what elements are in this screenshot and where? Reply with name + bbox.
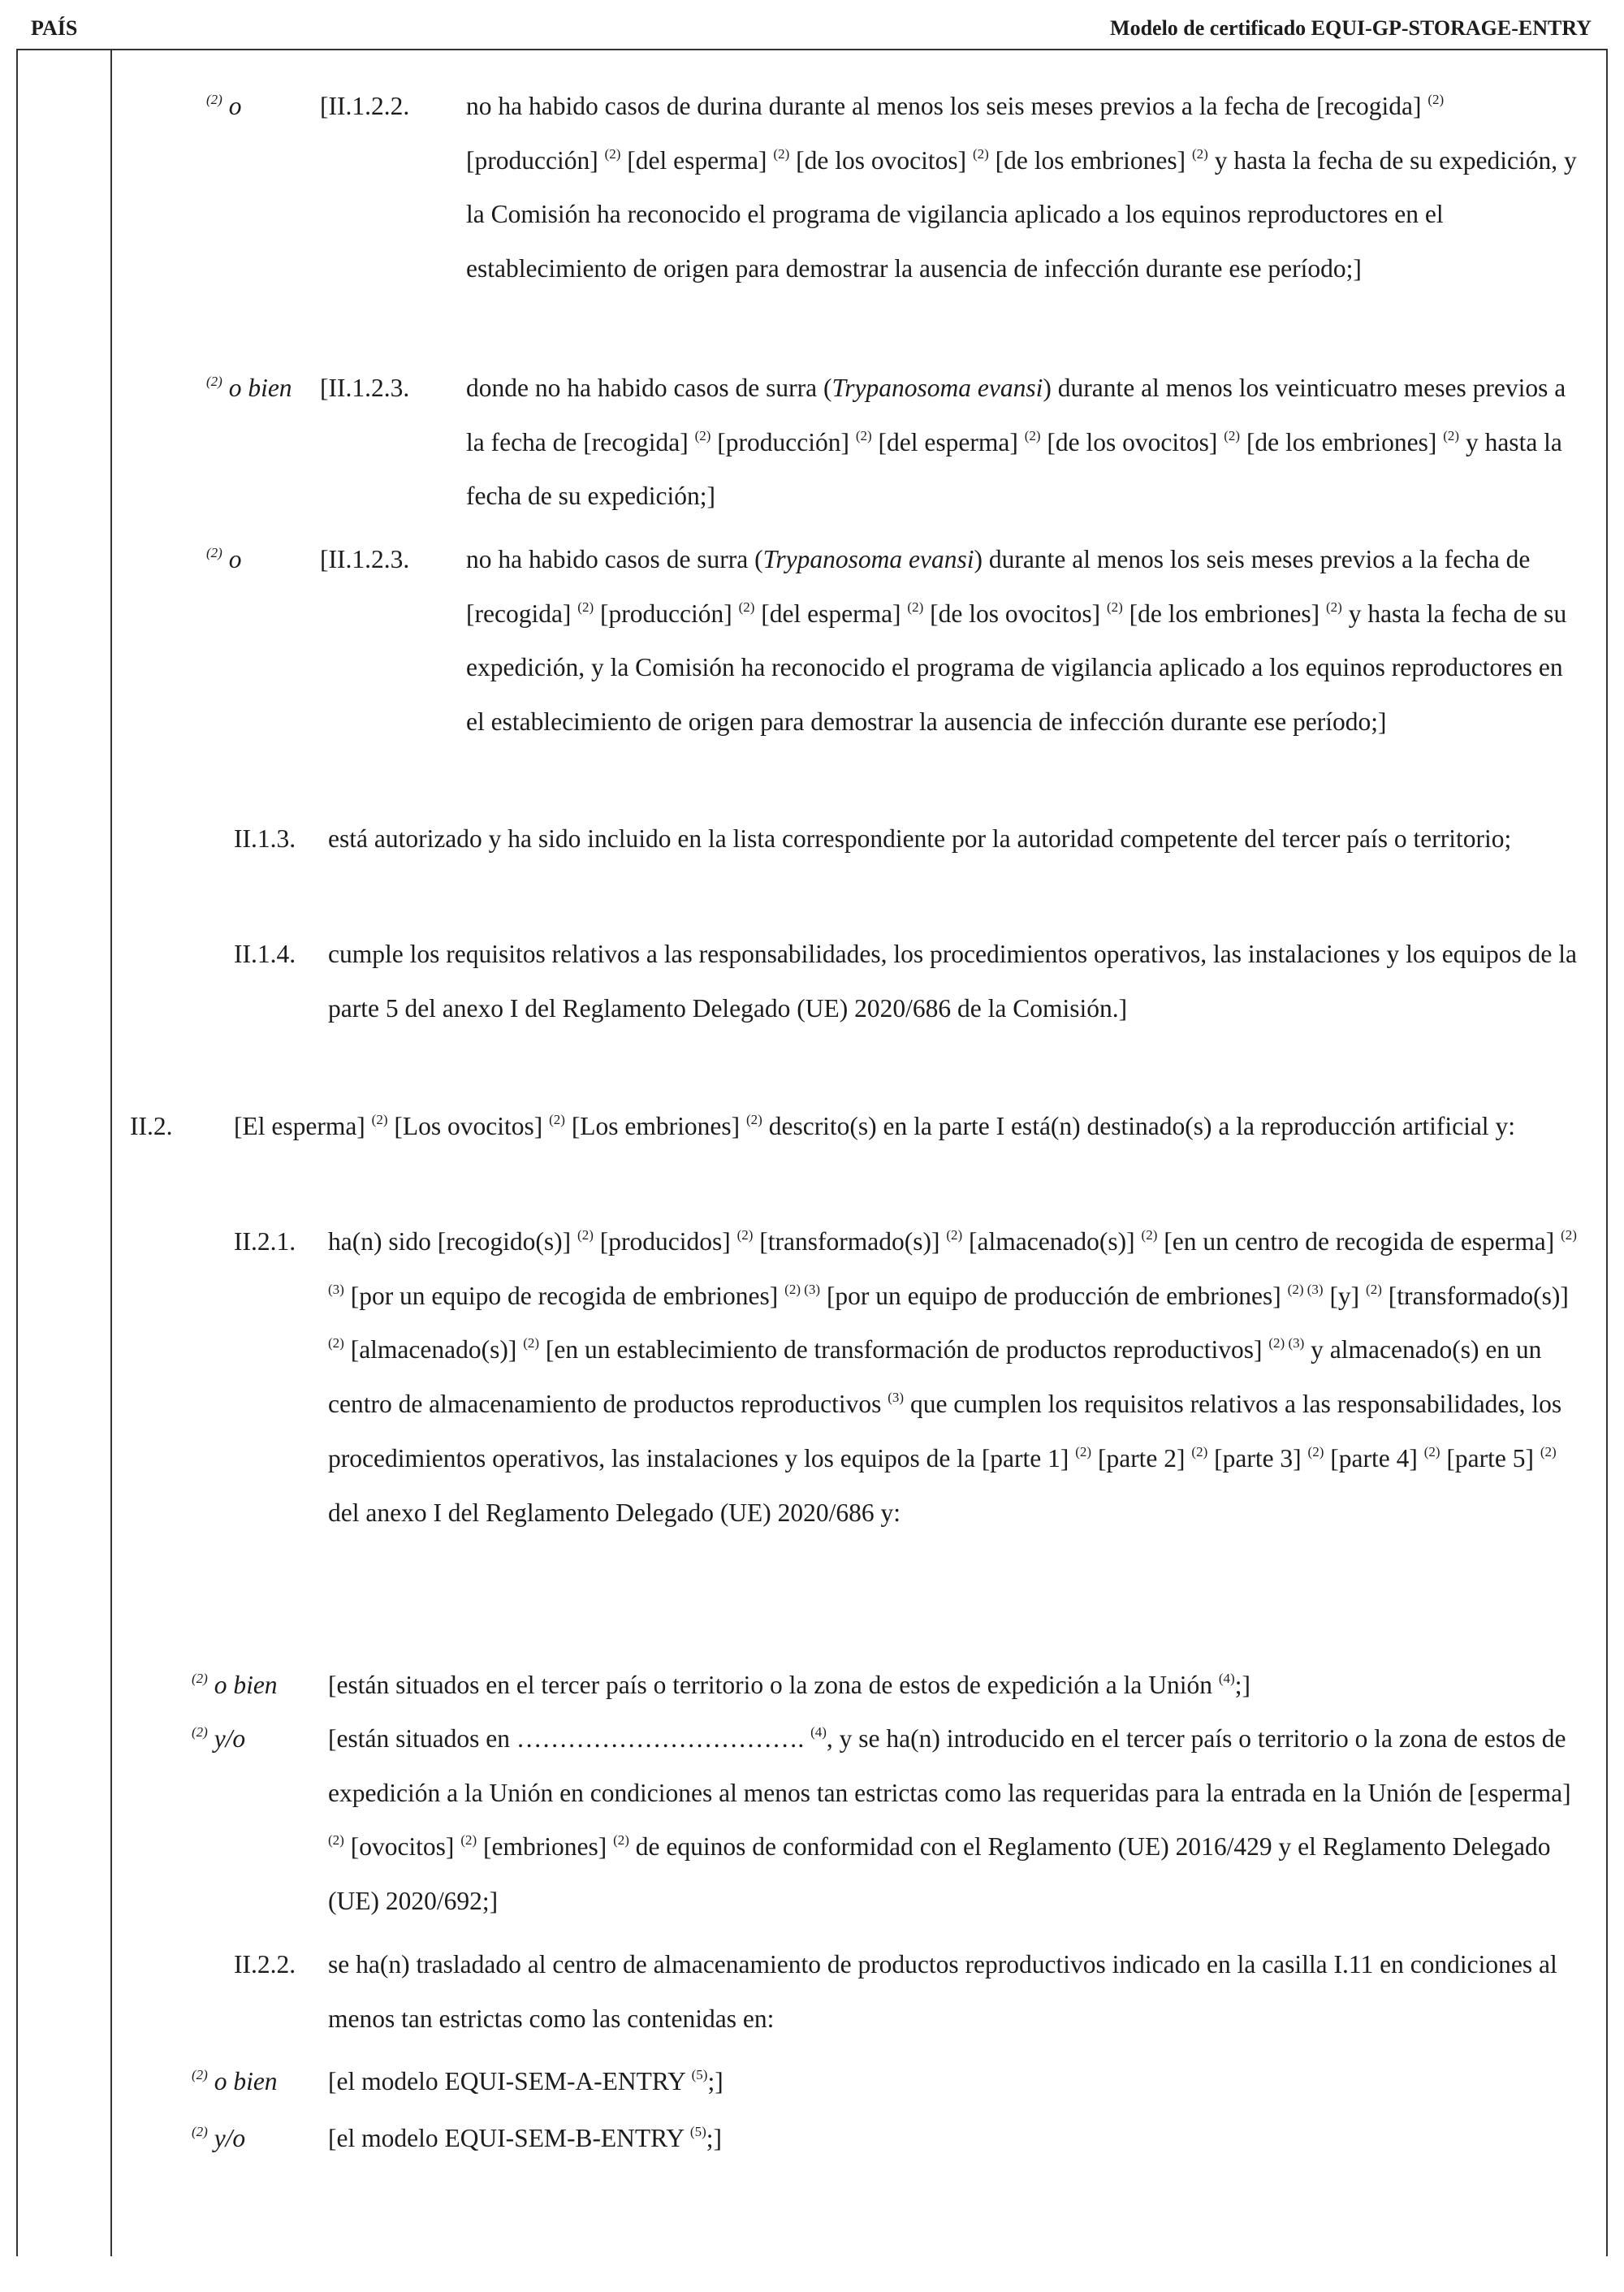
clause-marker: $^{(2)}$ o bien (192, 2067, 278, 2095)
left-border (16, 50, 18, 2256)
clause-text: no ha habido casos de durina durante al menos los seis meses previos a la fecha de [recogida] $^{(2)}$ [producción] $^{(2)}$ [del esperma] $^{(2)}$ [de los ovocitos] $^{(2)}$ [de los embriones] $^{(2)}$ y hasta la fecha de su expedición, y la Comisión ha reconocido el programa de vigilancia aplicado a los equinos reproductores en el establecimiento de origen para demostrar la ausencia de infección durante ese período;] (466, 92, 1577, 283)
clause-number: II.2.2. (234, 1950, 296, 1978)
clause-number: II.2.1. (234, 1227, 296, 1256)
column-divider (110, 50, 112, 2256)
clause-marker: $^{(2)}$ o bien (192, 1671, 278, 1699)
clause-number: [II.1.2.2. (320, 92, 410, 120)
right-border (1606, 50, 1608, 2256)
header-rule (16, 49, 1608, 50)
clause-text: no ha habido casos de surra (Trypanosoma evansi) durante al menos los seis meses previos a la fecha de [recogida] $^{(2)}$ [producción] $^{(2)}$ [del esperma] $^{(2)}$ [de los ovocitos] $^{(2)}$ [de los embriones] $^{(2)}$ y hasta la fecha de su expedición, y la Comisión ha reconocido el programa de vigilancia aplicado a los equinos reproductores en el establecimiento de origen para demostrar la ausencia de infección durante ese período;] (466, 545, 1567, 737)
clause-text: [el modelo EQUI-SEM-B-ENTRY $^{(5)}$;] (328, 2124, 722, 2152)
clause-number: II.1.3. (234, 824, 296, 853)
clause-marker: $^{(2)}$ o (206, 92, 242, 120)
clause-marker: $^{(2)}$ o (206, 545, 242, 573)
clause-text: cumple los requisitos relativos a las responsabilidades, los procedimientos operativos, las instalaciones y los equipos de la parte 5 del anexo I del Reglamento Delegado (UE) 2020/686 de la Comisión.] (328, 940, 1577, 1023)
clause-marker: $^{(2)}$ y/o (192, 2124, 246, 2152)
clause-number: [II.1.2.3. (320, 545, 410, 573)
clause-text: [el modelo EQUI-SEM-A-ENTRY $^{(5)}$;] (328, 2067, 723, 2095)
clause-number: II.1.4. (234, 940, 296, 968)
header-certificate-title: Modelo de certificado EQUI-GP-STORAGE-ENTRY (1110, 16, 1592, 40)
clause-marker: $^{(2)}$ y/o (192, 1724, 246, 1753)
clause-text: [están situados en el tercer país o territorio o la zona de estos de expedición a la Unión $^{(4)}$;] (328, 1671, 1250, 1699)
clause-text: ha(n) sido [recogido(s)] $^{(2)}$ [producidos] $^{(2)}$ [transformado(s)] $^{(2)}$ [almacenado(s)] $^{(2)}$ [en un centro de recogida de esperma] $^{(2) (3)}$ [por un equipo de recogida de embriones] $^{(2) (3)}$ [por un equipo de producción de embriones] $^{(2) (3)}$ [y] $^{(2)}$ [transformado(s)] $^{(2)}$ [almacenado(s)] $^{(2)}$ [en un establecimiento de transformación de productos reproductivos] $^{(2) (3)}$ y almacenado(s) en un centro de almacenamiento de productos reproductivos $^{(3)}$ que cumplen los requisitos relativos a las responsabilidades, los procedimientos operativos, las instalaciones y los equipos de la [parte 1] $^{(2)}$ [parte 2] $^{(2)}$ [parte 3] $^{(2)}$ [parte 4] $^{(2)}$ [parte 5] $^{(2)}$ del anexo I del Reglamento Delegado (UE) 2020/686 y: (328, 1227, 1577, 1527)
clause-text: [están situados en ……………………………. $^{(4)}$, y se ha(n) introducido en el tercer país o territorio o la zona de estos de expedición a la Unión en condiciones al menos tan estrictas como las requeridas para la entrada en la Unión de [esperma] $^{(2)}$ [ovocitos] $^{(2)}$ [embriones] $^{(2)}$ de equinos de conformidad con el Reglamento (UE) 2016/429 y el Reglamento Delegado (UE) 2020/692;] (328, 1724, 1571, 1916)
header-country: PAÍS (31, 16, 78, 40)
clause-text: se ha(n) trasladado al centro de almacenamiento de productos reproductivos indicado en la casilla I.11 en condiciones al menos tan estrictas como las contenidas en: (328, 1950, 1557, 2033)
clause-marker: $^{(2)}$ o bien (206, 374, 292, 402)
clause-text: [El esperma] $^{(2)}$ [Los ovocitos] $^{(2)}$ [Los embriones] $^{(2)}$ descrito(s) en la parte I está(n) destinado(s) a la reproducción artificial y: (234, 1112, 1515, 1140)
clause-text: donde no ha habido casos de surra (Trypanosoma evansi) durante al menos los veinticuatro meses previos a la fecha de [recogida] $^{(2)}$ [producción] $^{(2)}$ [del esperma] $^{(2)}$ [de los ovocitos] $^{(2)}$ [de los embriones] $^{(2)}$ y hasta la fecha de su expedición;] (466, 374, 1566, 511)
clause-text: está autorizado y ha sido incluido en la lista correspondiente por la autoridad competente del tercer país o territorio; (328, 824, 1512, 853)
clause-number: [II.1.2.3. (320, 374, 410, 402)
clause-number: II.2. (130, 1112, 173, 1140)
